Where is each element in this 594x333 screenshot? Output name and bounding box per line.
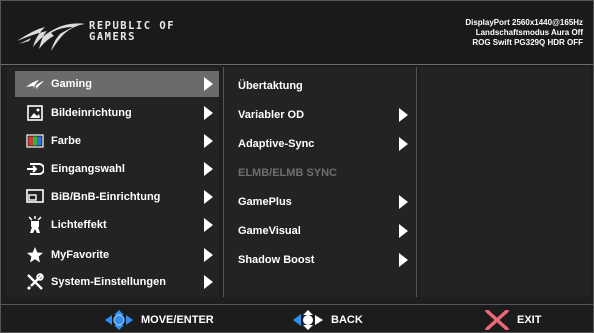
sub-item-gameplus[interactable] bbox=[238, 191, 414, 213]
brand-text bbox=[89, 21, 175, 43]
status-line-1: DisplayPort 2560x1440@165Hz bbox=[465, 18, 583, 27]
sub-menu bbox=[223, 67, 417, 297]
menu-item-label: Farbe bbox=[51, 135, 81, 147]
back-label: BACK bbox=[331, 314, 363, 326]
input-icon bbox=[25, 160, 45, 178]
menu-item-label: Bildeinrichtung bbox=[51, 107, 132, 119]
chevron-right-icon bbox=[204, 190, 213, 204]
brand-line-2: GAMERS bbox=[89, 31, 136, 43]
move-enter-label: MOVE/ENTER bbox=[141, 314, 214, 326]
sub-item-shadow-boost[interactable] bbox=[238, 249, 414, 271]
status-line-3: ROG Swift PG329Q HDR OFF bbox=[472, 38, 583, 47]
chevron-right-icon bbox=[204, 218, 213, 232]
sub-item-variabler-od[interactable] bbox=[238, 104, 414, 126]
chevron-right-icon bbox=[399, 108, 408, 122]
picture-icon bbox=[25, 104, 45, 122]
menu-item-label: Lichteffekt bbox=[51, 219, 107, 231]
menu-item-label: Eingangswahl bbox=[51, 163, 125, 175]
osd-footer bbox=[1, 304, 593, 333]
chevron-right-icon bbox=[399, 137, 408, 151]
wrench-icon bbox=[25, 273, 45, 291]
value-panel bbox=[420, 67, 590, 297]
menu-item-label: BiB/BnB-Einrichtung bbox=[51, 191, 161, 203]
chevron-right-icon bbox=[204, 134, 213, 148]
sub-item-uebertaktung[interactable] bbox=[238, 75, 414, 97]
menu-item-myfavorite[interactable] bbox=[15, 242, 219, 268]
chevron-right-icon bbox=[204, 106, 213, 120]
menu-item-bildeinrichtung[interactable] bbox=[15, 100, 219, 126]
color-swatch-icon bbox=[25, 132, 45, 150]
exit-button[interactable] bbox=[485, 310, 541, 330]
menu-item-label: Gaming bbox=[51, 78, 92, 90]
joystick-back-icon bbox=[293, 310, 323, 330]
chevron-right-icon bbox=[399, 224, 408, 238]
sub-item-label: Shadow Boost bbox=[238, 254, 315, 266]
sub-item-gamevisual[interactable] bbox=[238, 220, 414, 242]
menu-item-farbe[interactable] bbox=[15, 128, 219, 154]
back-button[interactable] bbox=[293, 310, 363, 330]
sub-item-label: GameVisual bbox=[238, 225, 301, 237]
menu-item-label: MyFavorite bbox=[51, 249, 110, 261]
move-enter-button[interactable] bbox=[105, 310, 214, 330]
sub-item-label: ELMB/ELMB SYNC bbox=[238, 167, 337, 179]
menu-item-bib-einrichtung[interactable] bbox=[15, 184, 219, 210]
joystick-move-icon bbox=[105, 310, 133, 330]
chevron-right-icon bbox=[399, 195, 408, 209]
sub-item-elmb bbox=[238, 162, 414, 184]
sub-item-label: Übertaktung bbox=[238, 80, 303, 92]
menu-item-system-einstellungen[interactable] bbox=[15, 269, 219, 295]
osd-header bbox=[1, 1, 593, 65]
brand-line-1: REPUBLIC OF bbox=[89, 20, 176, 32]
chevron-right-icon bbox=[204, 248, 213, 262]
chevron-right-icon bbox=[204, 162, 213, 176]
pip-icon bbox=[25, 188, 45, 206]
menu-item-gaming[interactable] bbox=[15, 71, 219, 97]
status-line-2: Landschaftsmodus Aura Off bbox=[475, 28, 583, 37]
sub-item-adaptive-sync[interactable] bbox=[238, 133, 414, 155]
sub-item-label: Adaptive-Sync bbox=[238, 138, 315, 150]
chevron-right-icon bbox=[204, 77, 213, 91]
chevron-right-icon bbox=[204, 275, 213, 289]
star-icon bbox=[25, 246, 45, 264]
status-info bbox=[465, 18, 583, 48]
sub-item-label: Variabler OD bbox=[238, 109, 305, 121]
rog-eye-icon bbox=[25, 75, 45, 93]
menu-item-eingangswahl[interactable] bbox=[15, 156, 219, 182]
menu-item-label: System-Einstellungen bbox=[51, 276, 166, 288]
exit-label: EXIT bbox=[517, 314, 542, 326]
chevron-right-icon bbox=[399, 253, 408, 267]
rog-logo-icon bbox=[15, 11, 87, 55]
main-menu bbox=[7, 67, 219, 297]
menu-item-lichteffekt[interactable] bbox=[15, 212, 219, 238]
sub-item-label: GamePlus bbox=[238, 196, 292, 208]
light-icon bbox=[25, 216, 45, 234]
close-icon bbox=[485, 310, 509, 330]
